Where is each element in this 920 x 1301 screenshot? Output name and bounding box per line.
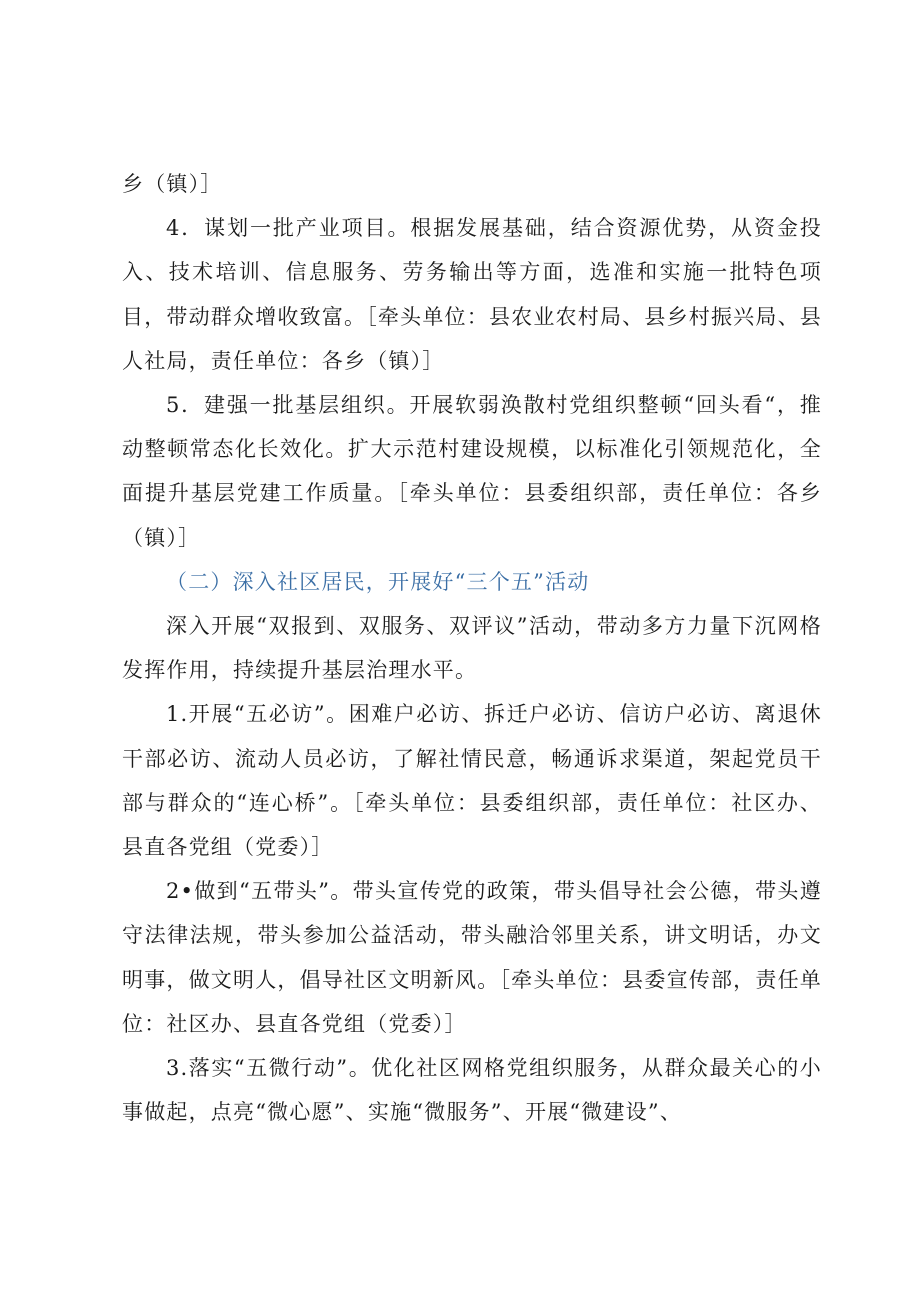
paragraph-item-1: 1.开展“五必访”。困难户必访、拆迁户必访、信访户必访、离退休干部必访、流动人员必访，了解社情民意，畅通诉求渠道，架起党员干部与群众的“连心桥”。［牵头单位：县委组织部，责任单位：社区办、县直各党组（党委）］: [122, 702, 822, 860]
paragraph-intro: 深入开展“双报到、双服务、双评议”活动，带动多方力量下沉网格发挥作用，持续提升基层治理水平。: [122, 614, 822, 683]
paragraph-item-2: 2•做到“五带头”。带头宣传党的政策，带头倡导社会公德，带头遵守法律法规，带头参加公益活动，带头融洽邻里关系，讲文明话，办文明事，做文明人，倡导社区文明新风。［牵头单位：县委宣传部，责任单位：社区办、县直各党组（党委）］: [122, 879, 822, 1036]
paragraph-item-3: 3.落实“五微行动”。优化社区网格党组织服务，从群众最关心的小事做起，点亮“微心愿”、实施“微服务”、开展“微建设”、: [122, 1056, 822, 1125]
paragraph-item-5: 5．建强一批基层组织。开展软弱涣散村党组织整顿“回头看“，推动整顿常态化长效化。扩大示范村建设规模，以标准化引领规范化，全面提升基层党建工作质量。［牵头单位：县委组织部，责任单位：各乡（镇）］: [122, 393, 822, 550]
section-heading: （二）深入社区居民，开展好“三个五”活动: [166, 569, 590, 594]
paragraph-item-4: 4．谋划一批产业项目。根据发展基础，结合资源优势，从资金投入、技术培训、信息服务、劳务输出等方面，选准和实施一批特色项目，带动群众增收致富。［牵头单位：县农业农村局、县乡村振兴局、县人社局，责任单位：各乡（镇）］: [122, 216, 822, 373]
paragraph-continuation: 乡（镇）］: [122, 172, 223, 196]
document-body: [122, 162, 822, 1134]
